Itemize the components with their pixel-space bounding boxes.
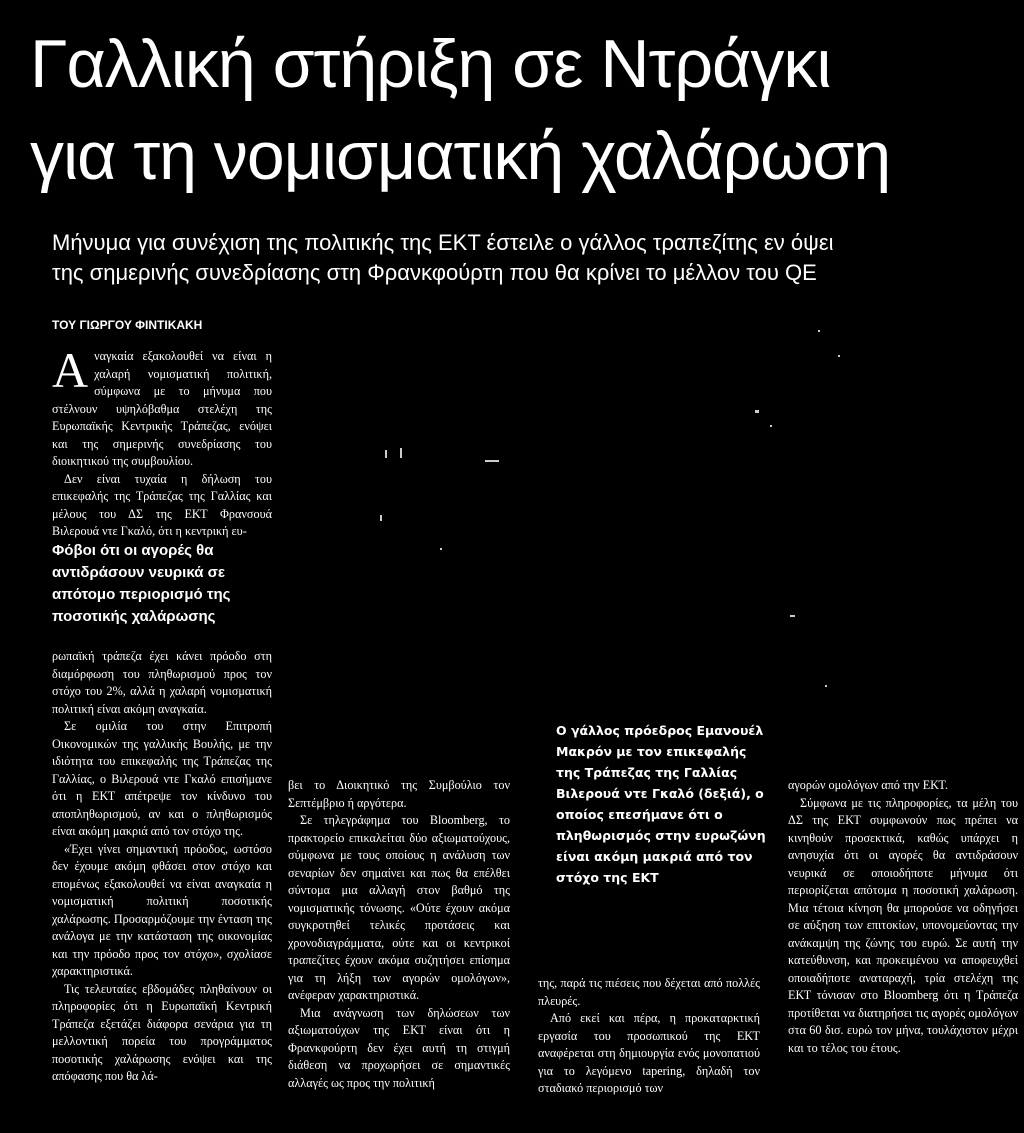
subheadline (52, 228, 1012, 288)
paragraph: Σε τηλεγράφημα του Bloomberg, το πρακτορείο επικαλείται δύο αξιωματούχους, σύμφωνα με τους οποίους η ανάλυση των σεναρίων δεν σημαίνει και πως θα επέλθει σύντομα μια αλλαγή στον βαθμό της νομισματικής τόνωσης. «Ούτε έχουν ακόμα συγκροτηθεί τελικές προτάσεις και χρονοδιαγράμματα, ούτε και οι κεντρικοί τραπεζίτες έχουν ακόμα συζητήσει επίσημα για τη λήξη των αγορών ομολόγων», ανέφεραν χαρακτηριστικά. (288, 813, 510, 1002)
paragraph: «Έχει γίνει σημαντική πρόοδος, ωστόσο δεν έχουμε ακόμη φθάσει στον στόχο και επομένως εξακολουθεί να είναι αναγκαία η νομισματική πολιτική ποσοτικής χαλάρωσης. Προσαρμόζουμε την ένταση της ανάλογα με την κατάσταση της οικονομίας και την πρόοδο προς τον στόχο», σχολίασε χαρακτηριστικά. (52, 841, 272, 978)
body-column-2 (288, 777, 510, 1092)
paragraph: αγορών ομολόγων από την ΕΚΤ. (788, 778, 949, 792)
subheadline-line-1: Μήνυμα για συνέχιση της πολιτικής της ΕΚΤ έστειλε ο γάλλος τραπεζίτης εν όψει (52, 230, 834, 255)
headline-line-1: Γαλλική στήριξη σε Ντράγκι (30, 26, 831, 102)
body-column-1-top (52, 342, 272, 541)
paragraph: βει το Διοικητικό της Συμβούλιο τον Σεπτέμβριο ή αργότερα. (288, 778, 510, 810)
headline-line-2: για τη νομισματική χαλάρωση (30, 118, 891, 194)
pull-quote: Φόβοι ότι οι αγορές θα αντιδράσουν νευρικά σε απότομο περιορισμό της ποσοτικής χαλάρωσης (52, 542, 231, 625)
paragraph: Δεν είναι τυχαία η δήλωση του επικεφαλής της Τράπεζας της Γαλλίας και μέλους του ΔΣ της ΕΚΤ Φρανσουά Βιλερουά ντε Γκαλό, ότι η κεντρική ευ- (52, 471, 272, 538)
paragraph: Μια ανάγνωση των δηλώσεων των αξιωματούχων της ΕΚΤ είναι ότι η Φρανκφούρτη δεν έχει αυτή τη στιγμή διάθεση να προχωρήσει σε σημαντικές αλλαγές ως προς την πολιτική (288, 1005, 510, 1090)
paragraph: ρωπαϊκή τράπεζα έχει κάνει πρόοδο στη διαμόρφωση του πληθωρισμού προς τον στόχο του 2%, αλλά η χαλαρή νομισματική πολιτική είναι ακόμη αναγκαία. (52, 649, 272, 716)
body-column-4 (788, 777, 1018, 1057)
paragraph: Από εκεί και πέρα, η προκαταρκτική εργασία του προσωπικού της ΕΚΤ αναφέρεται στη δημιουργία ενός μονοπατιού για το λεγόμενο tapering, δηλαδή τον σταδιακό περιορισμό των (538, 1011, 760, 1095)
photo-caption: Ο γάλλος πρόεδρος Εμανουέλ Μακρόν με τον επικεφαλής της Τράπεζας της Γαλλίας Βιλερουά ντε Γκαλό (δεξιά), ο οποίος επεσήμανε ότι ο πληθωρισμός στην ευρωζώνη είναι ακόμη μακριά από τον στόχο της ΕΚΤ (556, 723, 766, 885)
subheadline-line-2: της σημερινής συνεδρίασης στη Φρανκφούρτη που θα κρίνει το μέλλον του QE (52, 260, 817, 285)
paragraph: Σε ομιλία του στην Επιτροπή Οικονομικών της γαλλικής Βουλής, με την ιδιότητα του επικεφαλής της Τράπεζας της Γαλλίας, ο Βιλερουά ντε Γκαλό επισήμανε ότι η ΕΚΤ απέτρεψε τον κίνδυνο του αποπληθωρισμού, αν και ο πληθωρισμός είναι ακόμη μακριά από τον στόχο της. (52, 719, 272, 838)
paragraph: Τις τελευταίες εβδομάδες πληθαίνουν οι πληροφορίες ότι η Ευρωπαϊκή Κεντρική Τράπεζα εξετάζει διάφορα σενάρια για τη μελλοντική πορεία του προγράμματος ποσοτικής χαλάρωσης ενόψει και της απόφασης που θα λά- (52, 981, 272, 1083)
drop-cap: Α (52, 342, 89, 398)
photo (290, 330, 1024, 715)
byline: ΤΟΥ ΓΙΩΡΓΟΥ ΦΙΝΤΙΚΑΚΗ (52, 318, 203, 332)
body-column-3 (538, 975, 760, 1098)
paragraph: Αναγκαία εξακολουθεί να είναι η χαλαρή νομισματική πολιτική, σύμφωνα με το μήνυμα που στέλνουν υψηλόβαθμα στελέχη της Ευρωπαϊκής Κεντρικής Τράπεζας, ενόψει και της σημερινής συνεδρίασης του διοικητικού της συμβουλίου. (52, 342, 272, 468)
paragraph: Σύμφωνα με τις πληροφορίες, τα μέλη του ΔΣ της ΕΚΤ συμφωνούν πως πρέπει να κινηθούν προσεκτικά, καθώς υπάρχει η ανησυχία ότι οι αγορές θα αντιδράσουν νευρικά σε οποιοδήποτε μήνυμα ότι περιορίζεται απότομα η ποσοτική χαλάρωση. Μια τέτοια κίνηση θα μπορούσε να οδηγήσει σε αύξηση των επιτοκίων, υπονομεύοντας την ανάκαμψη της ζώνης του ευρώ. Σε αυτή την κατεύθυνση, και προκειμένου να αποφευχθεί οποιαδήποτε αναταραχή, τρία στελέχη της ΕΚΤ τόνισαν στο Bloomberg ότι η Τράπεζα προτίθεται να διατηρήσει τις αγορές ομολόγων στα 60 δισ. ευρώ τον μήνα, τουλάχιστον μέχρι και το τέλος του έτους. (788, 795, 1018, 1055)
body-column-1-bottom (52, 648, 272, 1086)
headline (30, 18, 1020, 202)
paragraph: της, παρά τις πιέσεις που δέχεται από πολλές πλευρές. (538, 976, 760, 1008)
